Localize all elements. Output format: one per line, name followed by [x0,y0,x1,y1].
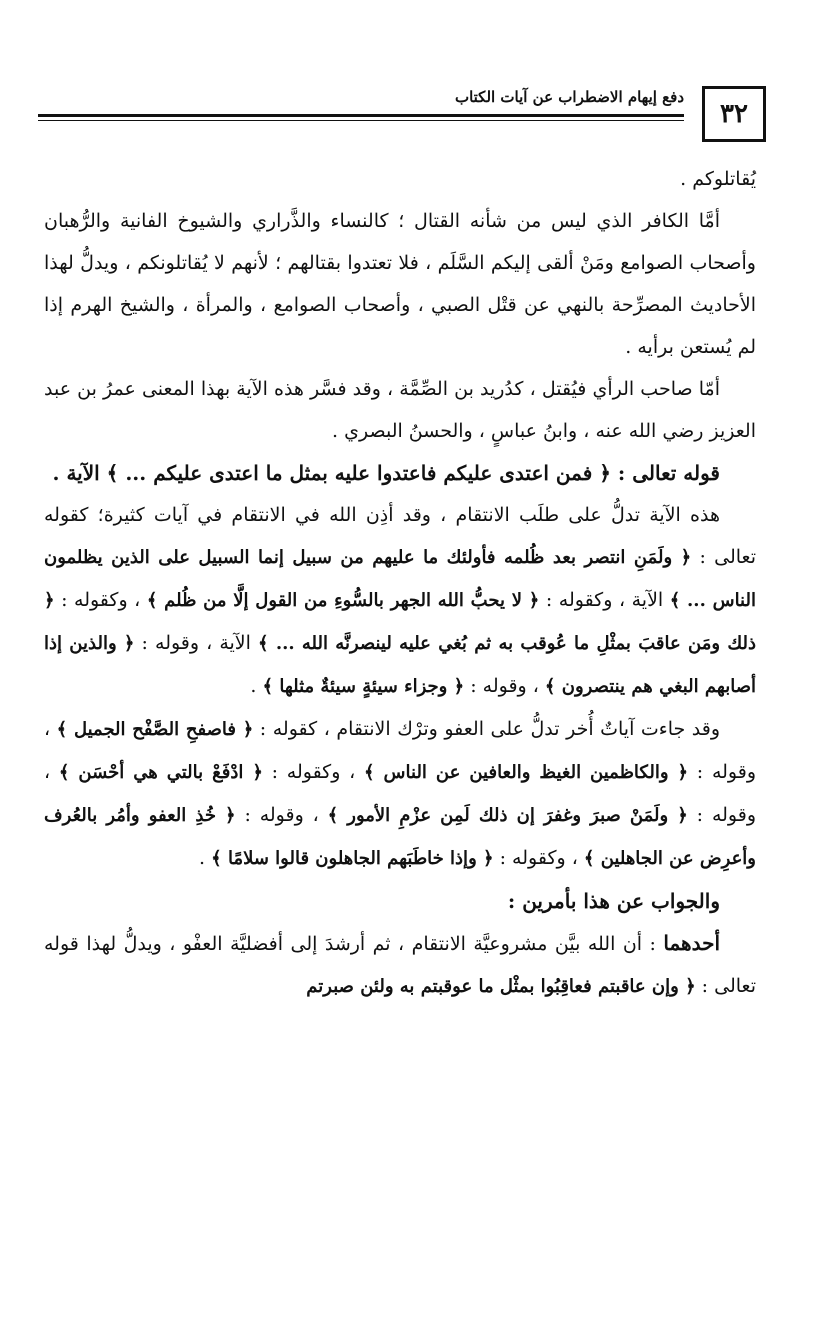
page-number: ٣٢ [702,86,766,142]
text-run: هذه الآية تدلُّ على طلَب الانتقام ، وقد أذِن الله في الانتقام في آيات كثيرة؛ كقوله تعالى : [44,504,756,568]
quran-quote: ﴿ ولَمَنِ انتصر بعد ظُلمه فأولئك ما عليهم من سبيل إنما السبيل على الذين يظلمون الناس ... ﴾ [44,547,756,611]
quran-quote: ﴿ فاصفحِ الصَّفْح الجميل ﴾ [56,719,254,740]
quran-quote: ﴿ ادْفَعْ بالتي هي أحْسَن ﴾ [58,762,263,783]
text-run: ، وقوله : [464,675,545,697]
text-run: ، وقوله : [44,718,756,783]
quran-quote: ﴿ لا يحبُّ الله الجهر بالسُّوءِ من القول إلَّا من ظُلم ﴾ [146,590,540,611]
quran-quote: ﴿ والذين إذا أصابهم البغي هم ينتصرون ﴾ [44,633,756,697]
text-run: . [250,675,263,697]
text-run: ، وكقوله : [262,761,365,783]
running-title: دفع إيهام الاضطراب عن آيات الكتاب [454,88,684,106]
lead-word: أحدهما [663,931,720,955]
paragraph-2: أمَّا الكافر الذي ليس من شأنه القتال ؛ كالنساء والذَّراري والشيوخ الفانية والرُّهبان وأصحاب الصوامع ومَنْ ألقى إليكم السَّلَم ، فلا تعتدوا بقتالهم ؛ لأنهم لا يُقاتلونكم ، ويدلُّ لهذا الأحاديث المصرِّحة بالنهي عن قتْل الصبي ، وأصحاب الصوامع ، والمرأة ، والشيخ الهرم إذا لم يُستعن برأيه . [44,210,756,358]
quran-quote: ﴿ ولَمَنْ صبرَ وغفرَ إن ذلك لَمِن عزْمِ الأمور ﴾ [327,805,688,826]
text-run: ، وكقوله : [54,589,147,611]
paragraph-7-heading: والجواب عن هذا بأمرين : [507,889,720,913]
page-header [38,86,766,146]
header-rule-thin [38,120,684,121]
text-run: ، وقوله : [44,761,756,826]
quran-quote: ﴿ والكاظمين الغيظ والعافين عن الناس ﴾ [364,762,689,783]
text-run: وقد جاءت آياتٌ أُخر تدلُّ على العفو وترْك الانتقام ، كقوله : [253,718,721,740]
text-run: . [199,847,212,869]
paragraph-6 [44,708,756,880]
page-body [44,158,756,1008]
text-run: الآية ، وقوله : [134,632,258,654]
paragraph-3: أمّا صاحب الرأي فيُقتل ، كدُريد بن الصِّمَّة ، وقد فسَّر هذه الآية بهذا المعنى عمرُ بن عبد العزيز رضي الله عنه ، وابنُ عباسٍ ، والحسنُ البصري . [44,378,756,442]
header-rule-thick [38,114,684,117]
text-run: ، وقوله : [235,804,328,826]
text-run: ، وكقوله : [493,847,584,869]
text-run: الآية ، وكقوله : [539,589,670,611]
quran-quote: ﴿ وجزاء سيئةٍ سيئةٌ مثلها ﴾ [262,676,465,697]
quran-quote: ﴿ وإن عاقبتم فعاقِبُوا بمثْل ما عوقبتم به ولئن صبرتم [306,976,696,997]
text-run: : أن الله بيَّن مشروعيَّة الانتقام ، ثم أرشدَ إلى أفضليَّة العفْو ، ويدلُّ لهذا قوله تعالى : [44,933,756,997]
quran-quote: ﴿ وإذا خاطَبَهم الجاهلون قالوا سلامًا ﴾ [211,848,494,869]
quran-quote: ﴿ ذلك ومَن عاقبَ بمثْلِ ما عُوقب به ثم بُغي عليه لينصرنَّه الله ... ﴾ [44,590,757,654]
paragraph-1: يُقاتلوكم . [680,168,756,190]
paragraph-5 [44,494,756,708]
paragraph-8 [44,922,756,1008]
paragraph-4-heading: قوله تعالى : ﴿ فمن اعتدى عليكم فاعتدوا عليه بمثل ما اعتدى عليكم ... ﴾ الآية . [52,461,720,485]
quran-quote: ﴿ خُذِ العفو وأمُر بالعُرف وأعرِض عن الجاهلين ﴾ [44,805,756,869]
